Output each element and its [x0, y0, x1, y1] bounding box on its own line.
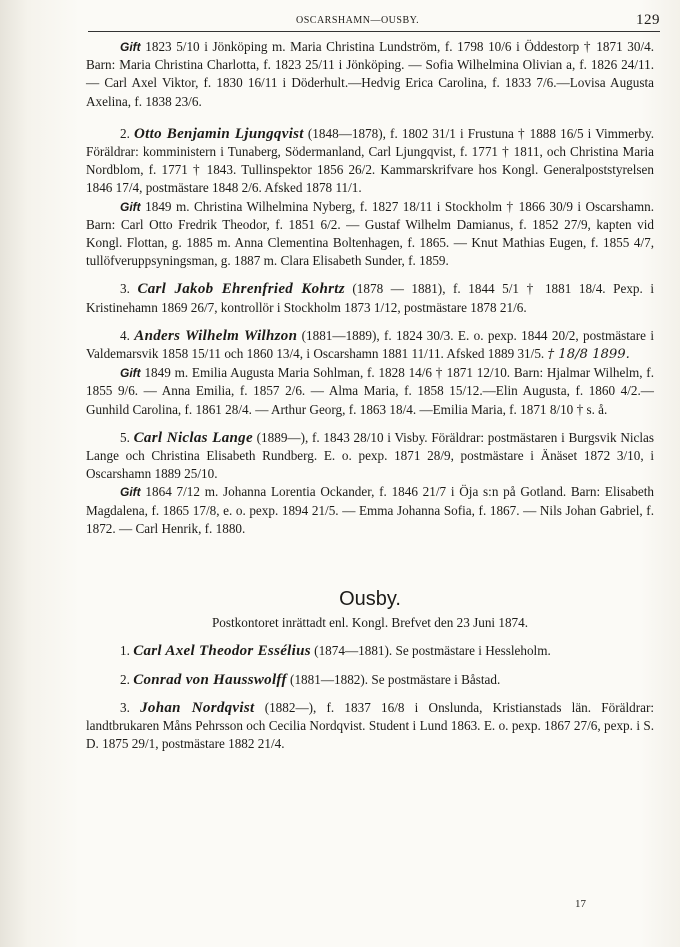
entry-number: 3. [120, 699, 130, 715]
entry-text: (1874—1881). Se postmästare i Hessleholm. [314, 643, 551, 659]
entry-name: Johan Nordqvist [140, 699, 255, 716]
gift-label: Gift [120, 199, 141, 214]
entry-text: (1878 — 1881), f. 1844 5/1 † 1881 18/4. Pexp. i Kristinehamn 1869 26/7, kontrollör i Stockholm 1873 1/12, postmästare 1878 21/6. [86, 281, 655, 315]
entry-number: 5. [120, 429, 130, 445]
entry-4 [86, 327, 654, 364]
ousby-entry-3 [86, 699, 654, 754]
entry-3 [86, 280, 654, 316]
entry-2-gift [86, 198, 654, 271]
gift-text: 1864 7/12 m. Johanna Lorentia Ockander, f. 1846 21/7 i Öja s:n på Gotland. Barn: Elisabeth Magdalena, f. 1865 17/8, e. o. pexp. 1894 21/5. — Emma Johanna Sofia, f. 1867. — Nils Johan Gabriel, f. 1872. — Carl Henrik, f. 1880. [86, 484, 654, 536]
entry-5 [86, 429, 654, 484]
gift-text: 1849 m. Christina Wilhelmina Nyberg, f. 1827 18/11 i Stockholm † 1866 30/9 i Oscarshamn. Barn: Carl Otto Fredrik Theodor, f. 1851 6/2. — Gustaf Wilhelm Damianus, f. 1852 27/9, kapten vid Kongl. Flottan, g. 1885 m. Anna Clementina Boltenhagen, f. 1865. — Knut Mathias Eugen, f. 1855 4/7, tullöfveruppsyningsman, g. 1887 m. Clara Elisabeth Sunder, f. 1859. [86, 198, 654, 269]
entry-name: Carl Jakob Ehrenfried Kohrtz [137, 281, 345, 298]
page-content [86, 38, 654, 754]
section-title-ousby: Ousby. [339, 588, 401, 611]
entry-text: (1881—1882). Se postmästare i Båstad. [290, 671, 501, 687]
gift-text: 1849 m. Emilia Augusta Maria Sohlman, f. 1828 14/6 † 1871 12/10. Barn: Hjalmar Wilhelm, f. 1855 9/6. — Anna Emilia, f. 1857 2/6. — Alma Maria, f. 1858 15/12.—Elin Augusta, f. 1860 4/2.—Gunhild Carolina, f. 1861 28/4. — Arthur Georg, f. 1863 18/4. —Emilia Maria, f. 1871 8/10 † s. å. [86, 365, 655, 417]
gift-paragraph-1823 [86, 38, 654, 111]
entry-number: 3. [120, 281, 130, 297]
section-intro: Postkontoret inrättadt enl. Kongl. Brefvet den 23 Juni 1874. [211, 615, 529, 631]
ousby-entry-2 [86, 671, 654, 689]
entry-text: (1889—), f. 1843 28/10 i Visby. Föräldrar: postmästaren i Burgsvik Niclas Lange och Christina Elisabeth Rundberg. E. o. pexp. 1871 28/9, postmästare i Änäset 1872 3/10, i Oscarshamn 1889 25/10. [86, 429, 655, 482]
entry-2 [86, 125, 654, 198]
gift-label: Gift [120, 485, 141, 500]
entry-name: Conrad von Hausswolff [133, 671, 287, 688]
entry-name: Carl Niclas Lange [133, 429, 253, 446]
signature-mark: 17 [575, 898, 586, 910]
entry-text: (1881—1889), f. 1824 30/3. E. o. pexp. 1844 20/2, postmästare i Valdemarsvik 1858 15/11 och 1860 13/4, i Oscarshamn 1881 11/11. Afsked 1889 31/5. [86, 327, 655, 362]
handwritten-annotation: † 18/8 1899. [547, 347, 630, 363]
running-title: OSCARSHAMN—OUSBY. [296, 15, 420, 26]
gift-label: Gift [120, 366, 141, 381]
entry-text: (1848—1878), f. 1802 31/1 i Frustuna † 1888 16/5 i Vimmerby. Föräldrar: komministern i Tunaberg, Södermanland, Carl Ljungqvist, f. 1771 † 1811, och Christina Maria Nordblom, f. 1771 † 1843. Tullinspektor 1856 26/2. Kammarskrifvare hos Kongl. Generalpoststyrelsen 1846 17/4, postmästare 1848 2/6. Afsked 1878 11/1. [86, 125, 655, 196]
header-rule [88, 31, 660, 32]
gift-text: 1823 5/10 i Jönköping m. Maria Christina Lundström, f. 1798 10/6 i Öddestorp † 1871 30/4. Barn: Maria Christina Charlotta, f. 1823 25/11 i Jönköping. — Sofia Wilhelmina Olivian a, f. 1826 24/11. — Carl Axel Viktor, f. 1830 16/11 i Döderhult.—Hedvig Erica Carolina, f. 1833 7/6.—Lovisa Augusta Axelina, f. 1838 23/6. [86, 39, 654, 109]
gift-label: Gift [120, 40, 141, 54]
entry-name: Otto Benjamin Ljungqvist [134, 125, 304, 142]
entry-number: 2. [120, 671, 130, 687]
entry-name: Anders Wilhelm Wilhzon [134, 327, 298, 344]
entry-5-gift [86, 483, 654, 538]
entry-number: 4. [120, 327, 130, 343]
page-number: 129 [636, 12, 660, 28]
entry-text: (1882—), f. 1837 16/8 i Onslunda, Kristianstads län. Föräldrar: landtbrukaren Måns Pehrsson och Cecilia Nordqvist. Student i Lund 1863. E. o. pexp. 1867 27/6, pexp. i S. D. 1875 29/1, postmästare 1882 21/4. [86, 699, 655, 752]
entry-number: 1. [120, 643, 130, 659]
entry-number: 2. [120, 125, 130, 141]
entry-name: Carl Axel Theodor Essélius [133, 643, 311, 660]
entry-4-gift [86, 364, 654, 419]
ousby-entry-1 [86, 642, 654, 660]
